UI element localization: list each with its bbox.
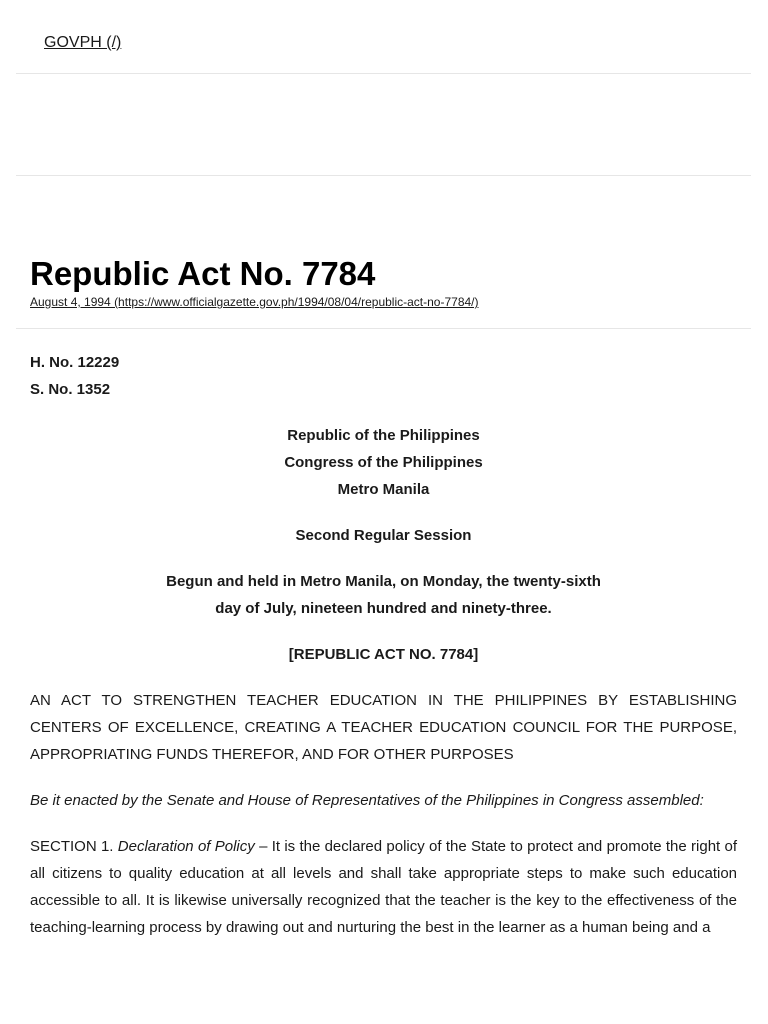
act-number: [REPUBLIC ACT NO. 7784] [288, 646, 479, 663]
date-link[interactable]: August 4, 1994 (https://www.officialgazette.gov.ph/1994/08/04/republic-act-no-7784/) [30, 295, 479, 309]
bill-numbers [30, 349, 737, 403]
section-1 [30, 833, 737, 941]
section-1-text: – It is the declared policy of the State to protect and promote the right of all citizens to quality education at all levels and shall take appropriate steps to make such education accessible to all. It is likewise universally recognized that the teacher is the key to the effectiveness of the teaching-learning process by drawing out and nurturing the best in the learner as a human being and a [30, 838, 738, 936]
issuing-body [30, 422, 737, 503]
page-title: Republic Act No. 7784 [30, 255, 376, 292]
house-bill-number: H. No. 12229 [30, 354, 120, 371]
banner-area [16, 74, 751, 176]
site-header [16, 0, 751, 74]
session-line: Second Regular Session [295, 527, 472, 544]
section-1-label: SECTION 1. [30, 838, 114, 855]
title-divider [16, 328, 751, 329]
enacting-clause: Be it enacted by the Senate and House of Representatives of the Philippines in Congress assembled: [30, 792, 704, 809]
congress-line: Congress of the Philippines [284, 454, 483, 471]
section-1-heading: Declaration of Policy [117, 838, 255, 855]
republic-line: Republic of the Philippines [287, 427, 480, 444]
senate-bill-number: S. No. 1352 [30, 381, 111, 398]
govph-home-link[interactable]: GOVPH (/) [44, 34, 122, 51]
act-title: AN ACT TO STRENGTHEN TEACHER EDUCATION IN THE PHILIPPINES BY ESTABLISHING CENTERS OF EXCELLENCE, CREATING A TEACHER EDUCATION COUNCIL FOR THE PURPOSE, APPROPRIATING FUNDS THEREFOR, AND FOR OTHER PURPOSES [30, 692, 737, 763]
begun-statement [30, 568, 737, 622]
begun-line-1: Begun and held in Metro Manila, on Monday, the twenty-sixth [166, 573, 601, 590]
location-line: Metro Manila [337, 481, 430, 498]
article-header [30, 254, 740, 309]
document-body [30, 349, 737, 960]
begun-line-2: day of July, nineteen hundred and ninety-three. [215, 600, 552, 617]
